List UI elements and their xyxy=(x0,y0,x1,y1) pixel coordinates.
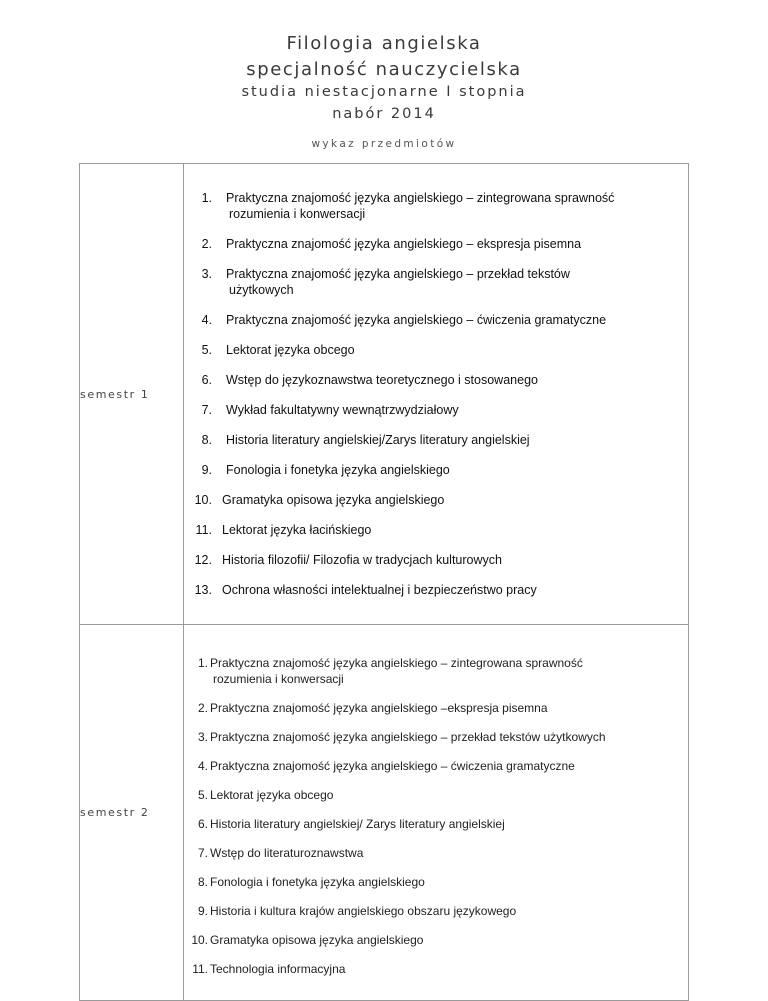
item-number: 13. xyxy=(194,583,212,597)
item-text: Ochrona własności intelektualnej i bezpieczeństwo pracy xyxy=(222,583,537,597)
item-text: Praktyczna znajomość języka angielskiego – zintegrowana sprawność xyxy=(226,191,615,205)
list-item xyxy=(184,190,688,222)
list-item xyxy=(184,552,688,568)
list-item xyxy=(184,700,688,716)
subtitle-line-1: studia niestacjonarne I stopnia xyxy=(241,84,527,100)
title-line-1: Filologia angielska xyxy=(286,33,482,54)
semester-2-list xyxy=(184,625,688,1000)
item-text: Historia filozofii/ Filozofia w tradycjach kulturowych xyxy=(222,553,502,567)
list-item xyxy=(184,758,688,774)
item-text: Lektorat języka obcego xyxy=(210,788,334,802)
item-text: Gramatyka opisowa języka angielskiego xyxy=(210,933,424,947)
list-item xyxy=(184,874,688,890)
list-item xyxy=(184,266,688,298)
item-number: 10. xyxy=(191,933,208,947)
item-number: 11. xyxy=(195,523,212,537)
item-text: Lektorat języka obcego xyxy=(226,343,355,357)
item-text: Praktyczna znajomość języka angielskiego – ekspresja pisemna xyxy=(226,237,582,251)
item-text: Praktyczna znajomość języka angielskiego – ćwiczenia gramatyczne xyxy=(210,759,575,773)
list-item xyxy=(184,932,688,948)
caption: wykaz przedmiotów xyxy=(311,138,457,150)
item-number: 8. xyxy=(197,875,208,889)
list-item xyxy=(184,342,688,358)
item-text: Praktyczna znajomość języka angielskiego – ćwiczenia gramatyczne xyxy=(226,313,607,327)
course-table xyxy=(79,163,689,1001)
item-text: Technologia informacyjna xyxy=(210,962,346,976)
item-number: 7. xyxy=(197,846,208,860)
item-text: Praktyczna znajomość języka angielskiego – przekład tekstów xyxy=(226,267,570,281)
item-number: 9. xyxy=(197,904,208,918)
item-number: 4. xyxy=(197,759,208,773)
item-number: 3. xyxy=(201,267,212,281)
item-number: 1. xyxy=(201,191,212,205)
item-number: 2. xyxy=(201,237,212,251)
list-item xyxy=(184,372,688,388)
list-item xyxy=(184,787,688,803)
semester-label: semestr 2 xyxy=(80,625,184,1001)
list-item xyxy=(184,312,688,328)
list-item xyxy=(184,961,688,977)
item-text: Wykład fakultatywny wewnątrzwydziałowy xyxy=(226,403,459,417)
list-item xyxy=(184,236,688,252)
item-text: Gramatyka opisowa języka angielskiego xyxy=(222,493,445,507)
item-number: 2. xyxy=(197,701,208,715)
item-number: 5. xyxy=(201,343,212,357)
list-item xyxy=(184,845,688,861)
list-item xyxy=(184,432,688,448)
item-number: 6. xyxy=(197,817,208,831)
item-number: 12. xyxy=(194,553,212,567)
semester-row-1 xyxy=(80,164,689,625)
list-item xyxy=(184,522,688,538)
semester-2-cell xyxy=(184,625,689,1001)
item-text: Praktyczna znajomość języka angielskiego – przekład tekstów użytkowych xyxy=(210,730,606,744)
item-number: 3. xyxy=(197,730,208,744)
item-number: 9. xyxy=(201,463,212,477)
item-text: Historia literatury angielskiej/Zarys literatury angielskiej xyxy=(226,433,530,447)
item-text-continuation: użytkowych xyxy=(229,283,294,297)
semester-1-cell xyxy=(184,164,689,625)
subtitle-line-2: nabór 2014 xyxy=(332,106,436,122)
item-number: 6. xyxy=(201,373,212,387)
item-text: Praktyczna znajomość języka angielskiego –ekspresja pisemna xyxy=(210,701,548,715)
item-number: 4. xyxy=(201,313,212,327)
list-item xyxy=(184,903,688,919)
list-item xyxy=(184,492,688,508)
list-item xyxy=(184,816,688,832)
item-text: Historia literatury angielskiej/ Zarys literatury angielskiej xyxy=(210,817,505,831)
list-item xyxy=(184,729,688,745)
item-text: Lektorat języka łacińskiego xyxy=(222,523,372,537)
list-item xyxy=(184,402,688,418)
item-text: Wstęp do językoznawstwa teoretycznego i stosowanego xyxy=(226,373,538,387)
item-text: Fonologia i fonetyka języka angielskiego xyxy=(226,463,450,477)
list-item xyxy=(184,462,688,478)
item-text: Fonologia i fonetyka języka angielskiego xyxy=(210,875,425,889)
item-number: 11. xyxy=(192,962,208,976)
semester-1-list xyxy=(184,164,688,624)
item-number: 7. xyxy=(201,403,212,417)
item-text: Historia i kultura krajów angielskiego obszaru językowego xyxy=(210,904,517,918)
item-text-continuation: rozumienia i konwersacji xyxy=(213,672,344,686)
semester-row-2 xyxy=(80,625,689,1001)
item-number: 1. xyxy=(197,656,208,670)
item-number: 5. xyxy=(197,788,208,802)
item-text: Praktyczna znajomość języka angielskiego – zintegrowana sprawność xyxy=(210,656,583,670)
list-item xyxy=(184,655,688,687)
item-number: 8. xyxy=(201,433,212,447)
title-line-2: specjalność nauczycielska xyxy=(246,59,522,80)
item-text-continuation: rozumienia i konwersacji xyxy=(229,207,366,221)
list-item xyxy=(184,582,688,598)
semester-label: semestr 1 xyxy=(80,164,184,625)
item-text: Wstęp do literaturoznawstwa xyxy=(210,846,364,860)
item-number: 10. xyxy=(194,493,212,507)
